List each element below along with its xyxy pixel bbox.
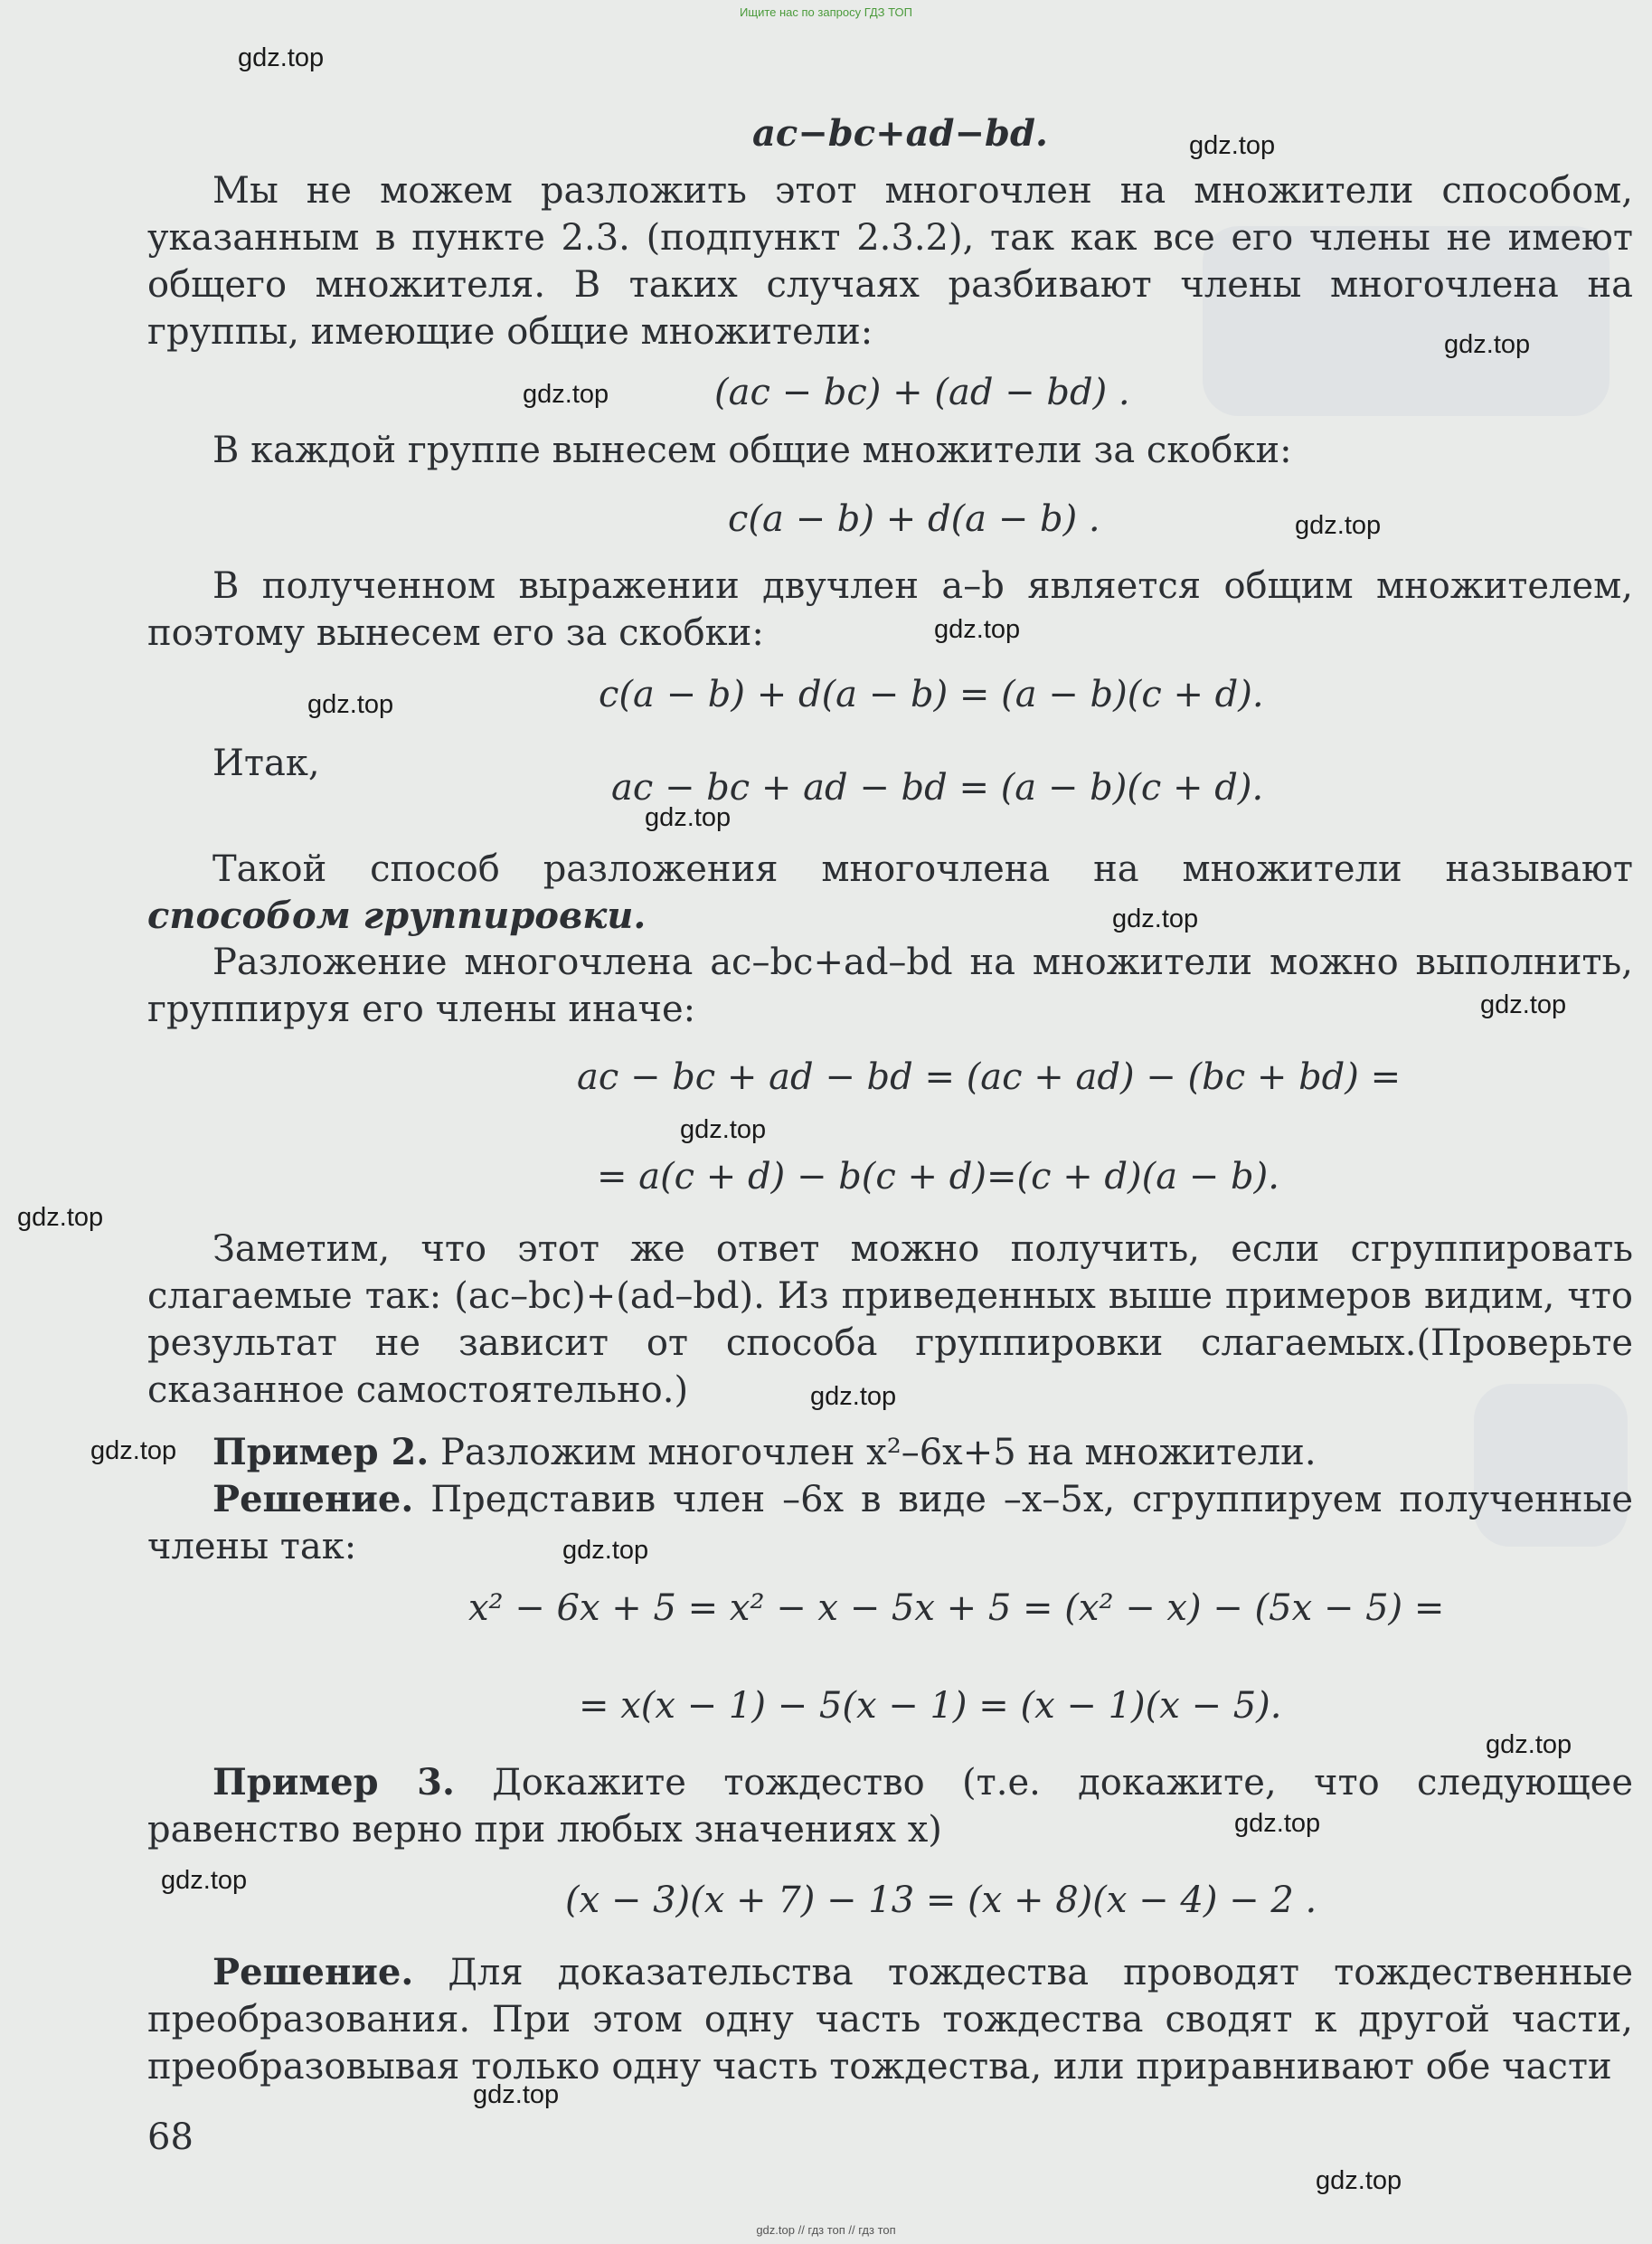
solution-2-label: Решение.: [212, 1478, 414, 1520]
equation-result: ac − bc + ad − bd = (a − b)(c + d).: [611, 767, 1264, 809]
watermark: gdz.top: [90, 1436, 177, 1465]
watermark: gdz.top: [17, 1203, 104, 1232]
watermark: gdz.top: [473, 2080, 560, 2109]
paragraph-2: В каждой группе вынесем общие множители за скобки:: [212, 430, 1292, 471]
watermark: gdz.top: [307, 690, 394, 719]
watermark: gdz.top: [1316, 2166, 1402, 2195]
watermark: gdz.top: [1295, 511, 1382, 540]
watermark: gdz.top: [1444, 330, 1531, 359]
solution-3-label: Решение.: [212, 1951, 414, 1993]
equation-groups: (ac − bc) + (ad − bd) .: [714, 372, 1130, 413]
paragraph-4: [147, 846, 1633, 940]
watermark: gdz.top: [934, 615, 1021, 644]
solution-3: [147, 1949, 1633, 2090]
watermark: gdz.top: [645, 803, 732, 832]
example-3: [147, 1759, 1633, 1853]
equation-alt-line-2: = a(c + d) − b(c + d)=(c + d)(a − b).: [597, 1156, 1279, 1198]
watermark: gdz.top: [161, 1866, 248, 1895]
equation-example-2-line-2: = x(x − 1) − 5(x − 1) = (x − 1)(x − 5).: [579, 1685, 1282, 1727]
itak-label: Итак,: [212, 743, 320, 784]
equation-alt-line-1: ac − bc + ad − bd = (ac + ad) − (bc + bd) =: [577, 1056, 1402, 1098]
watermark: gdz.top: [680, 1115, 767, 1144]
paragraph-1: Мы не можем разложить этот многочлен на множители способом, указанным в пункте 2.3. (подпункт 2.3.2), так как все его члены не имеют общего множителя. В таких случаях разбивают члены многочлена на группы, имеющие общие множители:: [147, 170, 1633, 353]
equation-top: ac−bc+ad−bd.: [752, 112, 1048, 155]
bottom-banner[interactable]: gdz.top // гдз топ // гдз топ: [756, 2223, 896, 2237]
page-number: 68: [147, 2116, 194, 2158]
equation-example-3: (x − 3)(x + 7) − 13 = (x + 8)(x − 4) − 2 .: [565, 1879, 1317, 1921]
equation-example-2-line-1: x² − 6x + 5 = x² − x − 5x + 5 = (x² − x) − (5x − 5) =: [468, 1587, 1445, 1629]
watermark: gdz.top: [1486, 1730, 1572, 1759]
example-2-text: Разложим многочлен x²–6x+5 на множители.: [439, 1432, 1317, 1473]
paragraph-4-text: Такой способ разложения многочлена на множители называют: [212, 848, 1633, 890]
watermark: gdz.top: [562, 1536, 649, 1565]
term-grouping-method: способом группировки.: [147, 895, 647, 937]
example-2: [147, 1429, 1633, 1476]
watermark: gdz.top: [1234, 1809, 1321, 1838]
example-3-text: Докажите тождество (т.е. докажите, что следующее равенство верно при любых значениях x): [147, 1762, 1633, 1851]
watermark: gdz.top: [1112, 904, 1199, 933]
paragraph-6: Заметим, что этот же ответ можно получить, если сгруппировать слагаемые так: (ac–bc)+(ad–bd). Из приведенных выше примеров видим, что результат не зависит от способа группировки слагаемых.(Проверьте сказанное самостоятельно.): [147, 1228, 1633, 1411]
watermark: gdz.top: [1480, 990, 1567, 1019]
solution-2: [147, 1476, 1633, 1570]
solution-2-text: Представив член –6x в виде –x–5x, сгруппируем полученные члены так:: [147, 1479, 1633, 1567]
watermark: gdz.top: [238, 43, 325, 72]
paragraph-3: В полученном выражении двучлен a–b является общим множителем, поэтому вынесем его за скобки:: [147, 565, 1633, 654]
top-banner[interactable]: Ищите нас по запросу ГДЗ ТОП: [740, 5, 912, 19]
watermark: gdz.top: [1189, 131, 1276, 160]
example-2-label: Пример 2.: [212, 1431, 430, 1473]
equation-common-factor: c(a − b) + d(a − b) = (a − b)(c + d).: [599, 674, 1264, 715]
solution-3-text: Для доказательства тождества проводят тождественные преобразования. При этом одну часть тождества сводят к другой части, преобразовывая только одну часть тождества, или приравнивают обе части: [147, 1952, 1634, 2088]
watermark: gdz.top: [810, 1382, 897, 1411]
example-3-label: Пример 3.: [212, 1761, 455, 1804]
paragraph-5: Разложение многочлена ac–bc+ad–bd на множители можно выполнить, группируя его члены иначе:: [147, 942, 1633, 1030]
watermark: gdz.top: [523, 380, 609, 409]
equation-factored: c(a − b) + d(a − b) .: [728, 498, 1100, 540]
